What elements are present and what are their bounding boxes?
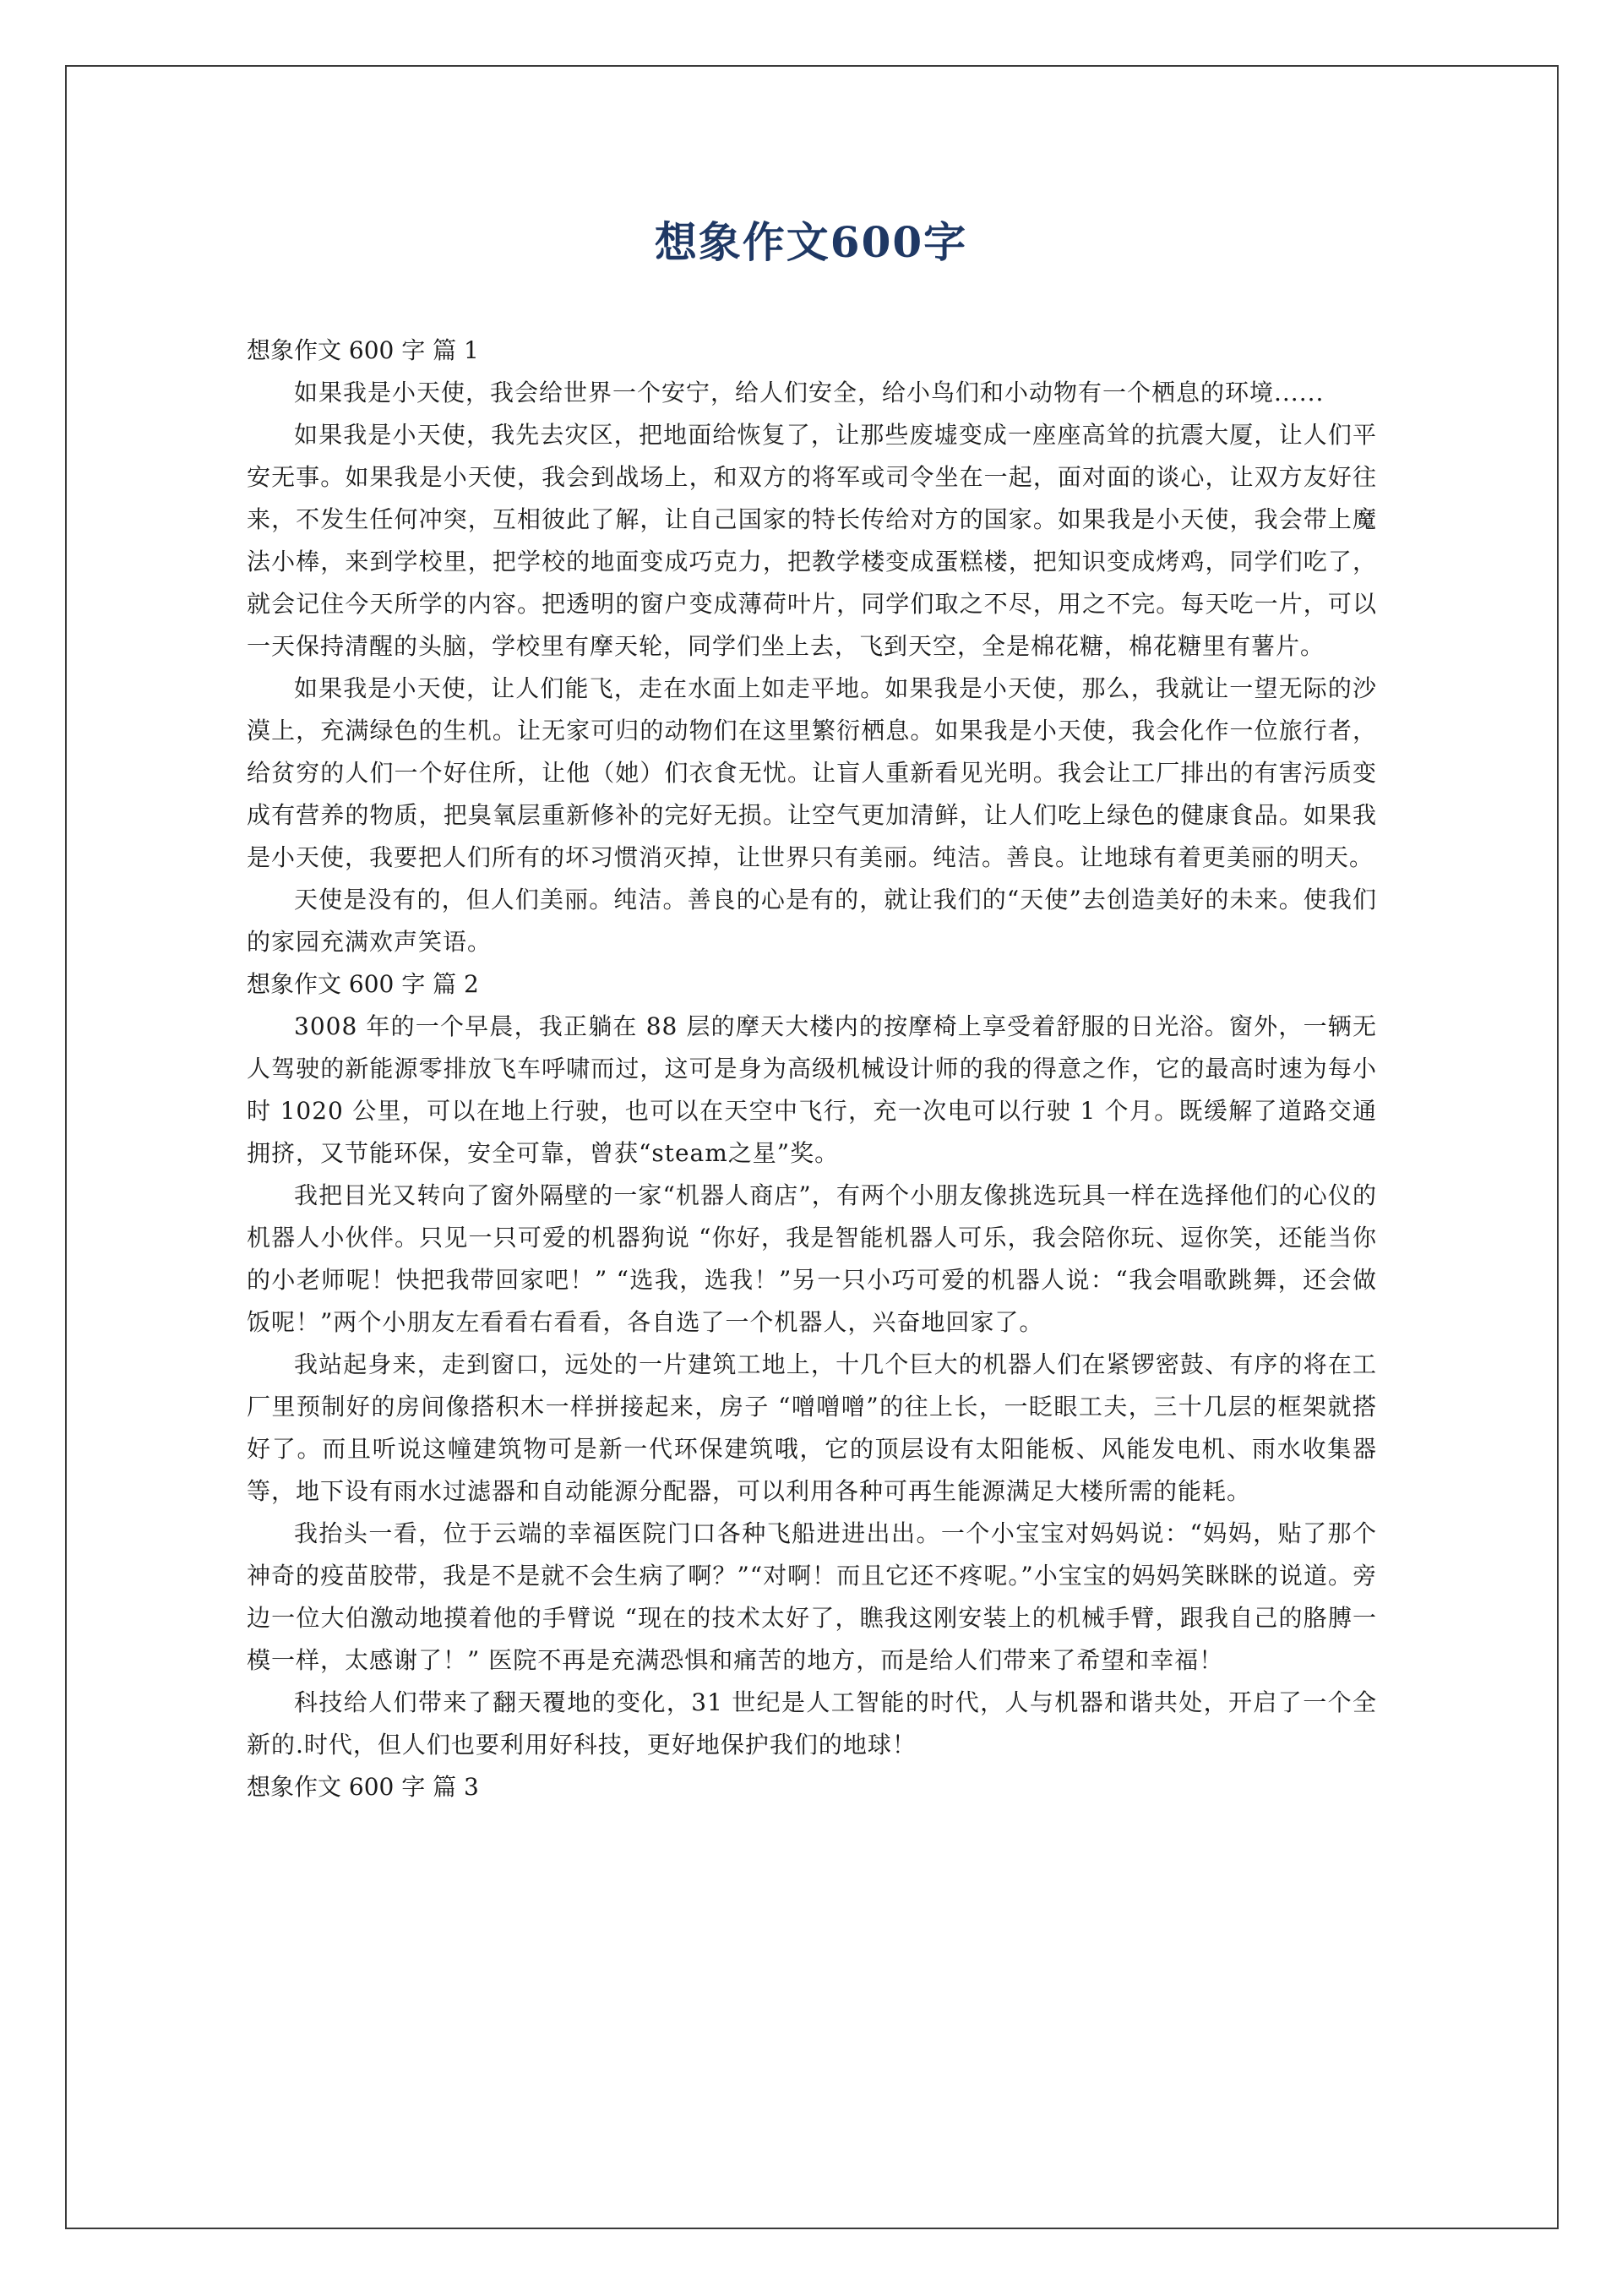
paragraph: 科技给人们带来了翻天覆地的变化，31 世纪是人工智能的时代，人与机器和谐共处，开启了一个全新的.时代，但人们也要利用好科技，更好地保护我们的地球！ (247, 1688, 1377, 1759)
document-body (247, 330, 1377, 1808)
section-heading: 想象作文 600 字 篇 2 (247, 970, 479, 998)
paragraph: 如果我是小天使，让人们能飞，走在水面上如走平地。如果我是小天使，那么，我就让一望无际的沙漠上，充满绿色的生机。让无家可归的动物们在这里繁衍栖息。如果我是小天使，我会化作一位旅行者，给贫穷的人们一个好住所，让他（她）们衣食无忧。让盲人重新看见光明。我会让工厂排出的有害污质变成有营养的物质，把臭氧层重新修补的完好无损。让空气更加清鲜，让人们吃上绿色的健康食品。如果我是小天使，我要把人们所有的坏习惯消灭掉，让世界只有美丽。纯洁。善良。让地球有着更美丽的明天。 (247, 674, 1377, 871)
paragraph: 我站起身来，走到窗口，远处的一片建筑工地上，十几个巨大的机器人们在紧锣密鼓、有序的将在工厂里预制好的房间像搭积木一样拼接起来，房子 “噌噌噌”的往上长，一眨眼工夫，三十几层的框架就搭好了。而且听说这幢建筑物可是新一代环保建筑哦，它的顶层设有太阳能板、风能发电机、雨水收集器等，地下设有雨水过滤器和自动能源分配器，可以利用各种可再生能源满足大楼所需的能耗。 (247, 1350, 1377, 1505)
document-title: 想象作文600字 (654, 217, 968, 267)
section-heading: 想象作文 600 字 篇 3 (247, 1773, 479, 1801)
section-heading: 想象作文 600 字 篇 1 (247, 336, 479, 364)
paragraph: 如果我是小天使，我会给世界一个安宁，给人们安全，给小鸟们和小动物有一个栖息的环境...... (294, 379, 1325, 406)
paragraph: 3008 年的一个早晨，我正躺在 88 层的摩天大楼内的按摩椅上享受着舒服的日光浴。窗外，一辆无人驾驶的新能源零排放飞车呼啸而过，这可是身为高级机械设计师的我的得意之作，它的最高时速为每小时 1020 公里，可以在地上行驶，也可以在天空中飞行，充一次电可以行驶 1 个月。既缓解了道路交通拥挤，又节能环保，安全可靠，曾获“steam之星”奖。 (247, 1012, 1377, 1167)
paragraph: 我抬头一看，位于云端的幸福医院门口各种飞船进进出出。一个小宝宝对妈妈说：“妈妈，贴了那个神奇的疫苗胶带，我是不是就不会生病了啊？”“对啊！而且它还不疼呢。”小宝宝的妈妈笑眯眯的说道。旁边一位大伯激动地摸着他的手臂说 “现在的技术太好了，瞧我这刚安装上的机械手臂，跟我自己的胳膊一模一样，太感谢了！” 医院不再是充满恐惧和痛苦的地方，而是给人们带来了希望和幸福！ (247, 1519, 1377, 1674)
paragraph: 天使是没有的，但人们美丽。纯洁。善良的心是有的，就让我们的“天使”去创造美好的未来。使我们的家园充满欢声笑语。 (247, 886, 1377, 956)
paragraph: 我把目光又转向了窗外隔壁的一家“机器人商店”，有两个小朋友像挑选玩具一样在选择他们的心仪的机器人小伙伴。只见一只可爱的机器狗说 “你好，我是智能机器人可乐，我会陪你玩、逗你笑，还能当你的小老师呢！快把我带回家吧！” “选我，选我！”另一只小巧可爱的机器人说：“我会唱歌跳舞，还会做饭呢！”两个小朋友左看看右看看，各自选了一个机器人，兴奋地回家了。 (247, 1181, 1377, 1336)
paragraph: 如果我是小天使，我先去灾区，把地面给恢复了，让那些废墟变成一座座高耸的抗震大厦，让人们平安无事。如果我是小天使，我会到战场上，和双方的将军或司令坐在一起，面对面的谈心，让双方友好往来，不发生任何冲突，互相彼此了解，让自己国家的特长传给对方的国家。如果我是小天使，我会带上魔法小棒，来到学校里，把学校的地面变成巧克力，把教学楼变成蛋糕楼，把知识变成烤鸡，同学们吃了，就会记住今天所学的内容。把透明的窗户变成薄荷叶片，同学们取之不尽，用之不完。每天吃一片，可以一天保持清醒的头脑，学校里有摩天轮，同学们坐上去，飞到天空，全是棉花糖，棉花糖里有薯片。 (247, 421, 1377, 660)
